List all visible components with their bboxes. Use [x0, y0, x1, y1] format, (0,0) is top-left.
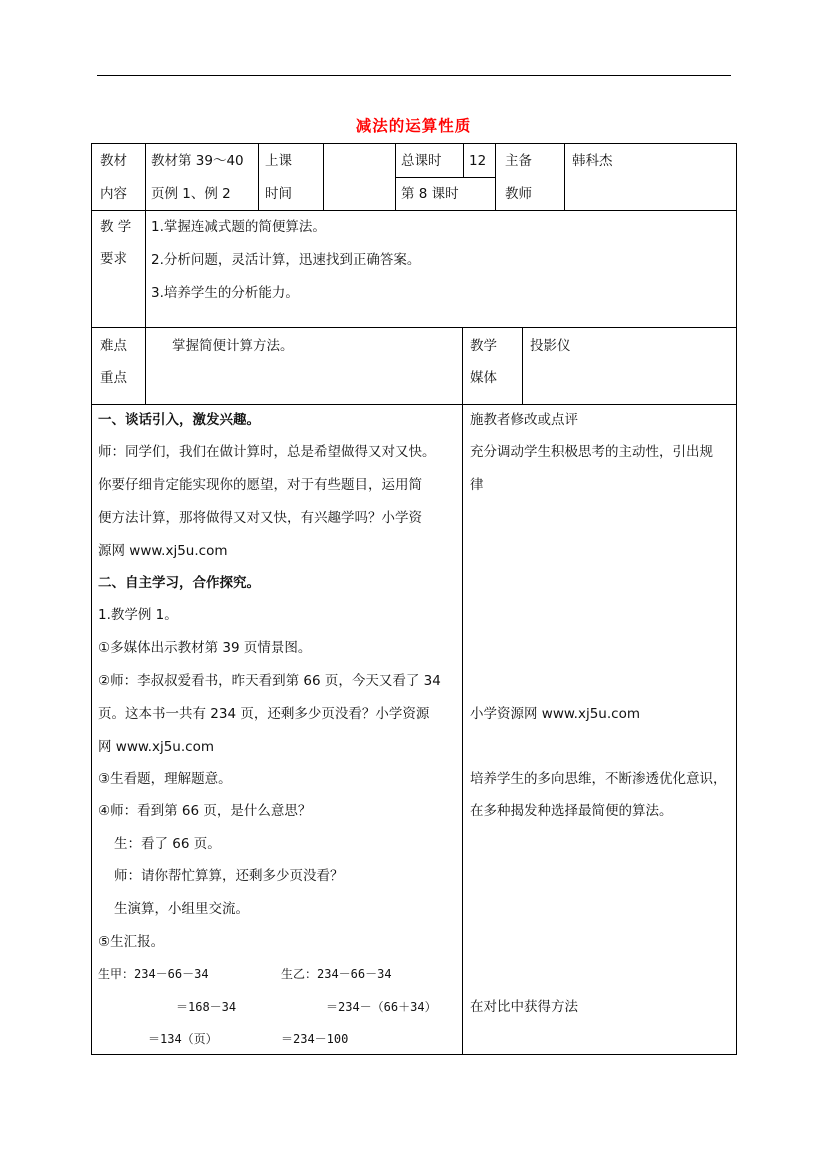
comment-line: 律	[470, 477, 484, 493]
comment-heading: 施教者修改或点评	[470, 412, 578, 428]
lesson-plan-table	[91, 143, 737, 1055]
cell-divider	[395, 177, 495, 178]
body-line: 你要仔细肯定能实现你的愿望，对于有些题目，运用简	[98, 477, 422, 493]
calculation-line: ＝234－（66＋34）	[326, 1000, 437, 1014]
col-divider	[564, 143, 565, 210]
total-hours-value: 12	[469, 153, 487, 169]
row-divider	[91, 210, 737, 211]
comment-line: 小学资源网 www.xj5u.com	[470, 706, 640, 722]
class-time-label: 时间	[265, 186, 292, 202]
requirement-item: 1.掌握连减式题的简便算法。	[151, 219, 326, 235]
comment-line: 在对比中获得方法	[470, 999, 578, 1015]
col-divider	[145, 143, 146, 404]
media-label: 教学	[470, 338, 497, 354]
col-divider	[462, 327, 463, 1055]
media-label: 媒体	[470, 370, 497, 386]
section-heading: 一、谈话引入，激发兴趣。	[98, 412, 260, 428]
materials-label: 教材	[100, 153, 127, 169]
body-line: 源网 www.xj5u.com	[98, 543, 228, 559]
header-rule	[97, 75, 731, 76]
calculation-line: ＝134（页）	[148, 1032, 218, 1046]
row-divider	[91, 327, 737, 328]
lead-teacher-label: 教师	[505, 186, 532, 202]
col-divider	[463, 143, 464, 177]
page-title: 减法的运算性质	[355, 117, 472, 135]
calculation-line: ＝234－100	[281, 1032, 349, 1046]
body-line: 生：看了 66 页。	[114, 836, 221, 852]
lead-teacher-value: 韩科杰	[572, 153, 613, 169]
comment-line: 充分调动学生积极思考的主动性，引出规	[470, 444, 713, 460]
materials-label: 内容	[100, 186, 127, 202]
lead-teacher-label: 主备	[505, 153, 532, 169]
body-line: 便方法计算，那将做得又对又快，有兴趣学吗？小学资	[98, 510, 422, 526]
body-line: 师：同学们，我们在做计算时，总是希望做得又对又快。	[98, 444, 436, 460]
requirements-label: 教 学	[100, 219, 132, 235]
body-line: ④师：看到第 66 页，是什么意思？	[98, 803, 312, 819]
total-hours-label: 总课时	[401, 153, 442, 169]
materials-value: 页例 1、例 2	[151, 186, 231, 202]
col-divider	[323, 143, 324, 210]
col-divider	[258, 143, 259, 210]
lesson-number: 第 8 课时	[401, 186, 459, 202]
requirement-item: 2.分析问题，灵活计算，迅速找到正确答案。	[151, 252, 421, 268]
col-divider	[522, 327, 523, 404]
calculation-line: 生乙：234－66－34	[281, 967, 392, 981]
body-line: ②师：李叔叔爱看书，昨天看到第 66 页，今天又看了 34	[98, 673, 441, 689]
body-line: 生演算，小组里交流。	[114, 901, 249, 917]
row-divider	[91, 404, 737, 405]
body-line: ⑤生汇报。	[98, 934, 165, 950]
requirement-item: 3.培养学生的分析能力。	[151, 285, 299, 301]
calculation-line: 生甲：234－66－34	[98, 967, 209, 981]
body-line: 网 www.xj5u.com	[98, 739, 214, 755]
key-points-label: 难点	[100, 338, 127, 354]
requirements-label: 要求	[100, 251, 127, 267]
body-line: 页。这本书一共有 234 页，还剩多少页没看？小学资源	[98, 706, 430, 722]
section-heading: 二、自主学习，合作探究。	[98, 575, 260, 591]
comment-line: 培养学生的多向思维，不断渗透优化意识，	[470, 771, 727, 787]
body-line: ①多媒体出示教材第 39 页情景图。	[98, 640, 312, 656]
body-line: ③生看题，理解题意。	[98, 771, 232, 787]
body-line: 师：请你帮忙算算，还剩多少页没看？	[114, 868, 344, 884]
class-time-label: 上课	[265, 153, 292, 169]
col-divider	[495, 143, 496, 210]
comment-line: 在多种揭发种选择最简便的算法。	[470, 803, 673, 819]
body-line: 1.教学例 1。	[98, 607, 178, 623]
media-value: 投影仪	[530, 338, 571, 354]
col-divider	[395, 143, 396, 210]
key-points-label: 重点	[100, 370, 127, 386]
key-points-value: 掌握简便计算方法。	[172, 338, 294, 354]
calculation-line: ＝168－34	[176, 1000, 237, 1014]
materials-value: 教材第 39～40	[151, 153, 244, 169]
